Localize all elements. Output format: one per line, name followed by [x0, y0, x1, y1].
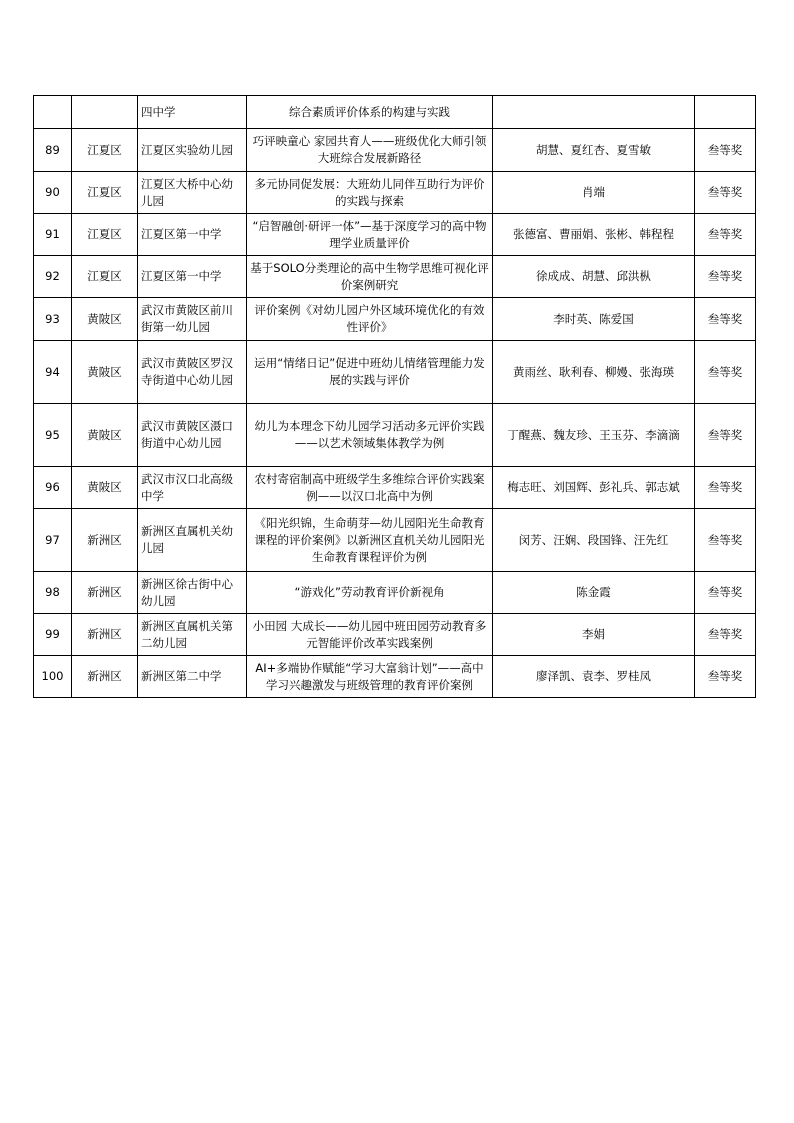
- cell-unit: 江夏区大桥中心幼儿园: [138, 172, 247, 214]
- cell-no: 98: [34, 572, 72, 614]
- cell-title: 幼儿为本理念下幼儿园学习活动多元评价实践——以艺术领域集体教学为例: [247, 404, 493, 467]
- cell-title: 《阳光织锦，生命萌芽—幼儿园阳光生命教育课程的评价案例》以新洲区直机关幼儿园阳光生命教育课程评价为例: [247, 509, 493, 572]
- cell-authors: 梅志旺、刘国辉、彭礼兵、郭志斌: [493, 467, 695, 509]
- table-row: [34, 404, 756, 467]
- cell-title: 巧评映童心 家园共育人——班级优化大师引领大班综合发展新路径: [247, 129, 493, 172]
- cell-district: 江夏区: [72, 256, 138, 298]
- table-row: [34, 172, 756, 214]
- cell-unit: 四中学: [138, 96, 247, 129]
- cell-unit: 新洲区直属机关幼儿园: [138, 509, 247, 572]
- cell-title: “启智融创·研评一体”—基于深度学习的高中物理学业质量评价: [247, 214, 493, 256]
- cell-no: [34, 96, 72, 129]
- cell-unit: 武汉市汉口北高级中学: [138, 467, 247, 509]
- table-row: [34, 298, 756, 341]
- cell-award: [695, 96, 756, 129]
- cell-award: 叁等奖: [695, 656, 756, 698]
- table-row: [34, 572, 756, 614]
- cell-award: 叁等奖: [695, 214, 756, 256]
- cell-authors: [493, 96, 695, 129]
- table-row: [34, 614, 756, 656]
- cell-no: 100: [34, 656, 72, 698]
- cell-no: 99: [34, 614, 72, 656]
- cell-title: 基于SOLO分类理论的高中生物学思维可视化评价案例研究: [247, 256, 493, 298]
- cell-unit: 江夏区实验幼儿园: [138, 129, 247, 172]
- table-row: [34, 509, 756, 572]
- cell-district: [72, 96, 138, 129]
- cell-award: 叁等奖: [695, 404, 756, 467]
- cell-award: 叁等奖: [695, 341, 756, 404]
- cell-title: 小田园 大成长——幼儿园中班田园劳动教育多元智能评价改革实践案例: [247, 614, 493, 656]
- cell-title: “游戏化”劳动教育评价新视角: [247, 572, 493, 614]
- cell-district: 黄陂区: [72, 404, 138, 467]
- cell-unit: 新洲区徐古街中心幼儿园: [138, 572, 247, 614]
- cell-district: 江夏区: [72, 129, 138, 172]
- cell-no: 93: [34, 298, 72, 341]
- cell-authors: 肖端: [493, 172, 695, 214]
- table-row: [34, 656, 756, 698]
- cell-district: 黄陂区: [72, 298, 138, 341]
- cell-district: 新洲区: [72, 656, 138, 698]
- cell-authors: 闵芳、汪娴、段国锋、汪先红: [493, 509, 695, 572]
- cell-authors: 丁醒燕、魏友珍、王玉芬、李滴滴: [493, 404, 695, 467]
- cell-district: 黄陂区: [72, 341, 138, 404]
- cell-no: 97: [34, 509, 72, 572]
- cell-no: 95: [34, 404, 72, 467]
- cell-award: 叁等奖: [695, 614, 756, 656]
- cell-award: 叁等奖: [695, 172, 756, 214]
- cell-no: 94: [34, 341, 72, 404]
- table-row: [34, 214, 756, 256]
- cell-no: 89: [34, 129, 72, 172]
- cell-unit: 武汉市黄陂区罗汉寺街道中心幼儿园: [138, 341, 247, 404]
- cell-authors: 张德富、曹丽娟、张彬、韩程程: [493, 214, 695, 256]
- cell-title: 运用“情绪日记”促进中班幼儿情绪管理能力发展的实践与评价: [247, 341, 493, 404]
- cell-unit: 新洲区第二中学: [138, 656, 247, 698]
- cell-title: AI+多端协作赋能“学习大富翁计划”——高中学习兴趣激发与班级管理的教育评价案例: [247, 656, 493, 698]
- cell-authors: 徐成成、胡慧、邱洪枞: [493, 256, 695, 298]
- cell-award: 叁等奖: [695, 298, 756, 341]
- cell-district: 新洲区: [72, 572, 138, 614]
- cell-award: 叁等奖: [695, 129, 756, 172]
- cell-unit: 武汉市黄陂区前川街第一幼儿园: [138, 298, 247, 341]
- cell-district: 江夏区: [72, 172, 138, 214]
- cell-district: 新洲区: [72, 614, 138, 656]
- cell-authors: 廖泽凯、袁李、罗桂凤: [493, 656, 695, 698]
- table-row-continuation: [34, 96, 756, 129]
- cell-authors: 胡慧、夏红杏、夏雪敏: [493, 129, 695, 172]
- cell-district: 江夏区: [72, 214, 138, 256]
- table-row: [34, 129, 756, 172]
- cell-no: 92: [34, 256, 72, 298]
- cell-district: 新洲区: [72, 509, 138, 572]
- cell-title: 多元协同促发展：大班幼儿同伴互助行为评价的实践与探索: [247, 172, 493, 214]
- table-row: [34, 256, 756, 298]
- cell-award: 叁等奖: [695, 467, 756, 509]
- cell-no: 90: [34, 172, 72, 214]
- cell-title: 评价案例《对幼儿园户外区域环境优化的有效性评价》: [247, 298, 493, 341]
- cell-authors: 李娟: [493, 614, 695, 656]
- cell-authors: 陈金霞: [493, 572, 695, 614]
- table-row: [34, 341, 756, 404]
- cell-award: 叁等奖: [695, 572, 756, 614]
- cell-unit: 新洲区直属机关第二幼儿园: [138, 614, 247, 656]
- cell-award: 叁等奖: [695, 509, 756, 572]
- cell-no: 96: [34, 467, 72, 509]
- cell-authors: 黄雨丝、耿利春、柳嫚、张海瑛: [493, 341, 695, 404]
- cell-award: 叁等奖: [695, 256, 756, 298]
- cell-unit: 江夏区第一中学: [138, 256, 247, 298]
- cell-unit: 武汉市黄陂区滠口街道中心幼儿园: [138, 404, 247, 467]
- awards-table: [33, 95, 756, 698]
- cell-authors: 李时英、陈爱国: [493, 298, 695, 341]
- cell-unit: 江夏区第一中学: [138, 214, 247, 256]
- cell-no: 91: [34, 214, 72, 256]
- cell-title: 农村寄宿制高中班级学生多维综合评价实践案例——以汉口北高中为例: [247, 467, 493, 509]
- cell-district: 黄陂区: [72, 467, 138, 509]
- cell-title: 综合素质评价体系的构建与实践: [247, 96, 493, 129]
- table-row: [34, 467, 756, 509]
